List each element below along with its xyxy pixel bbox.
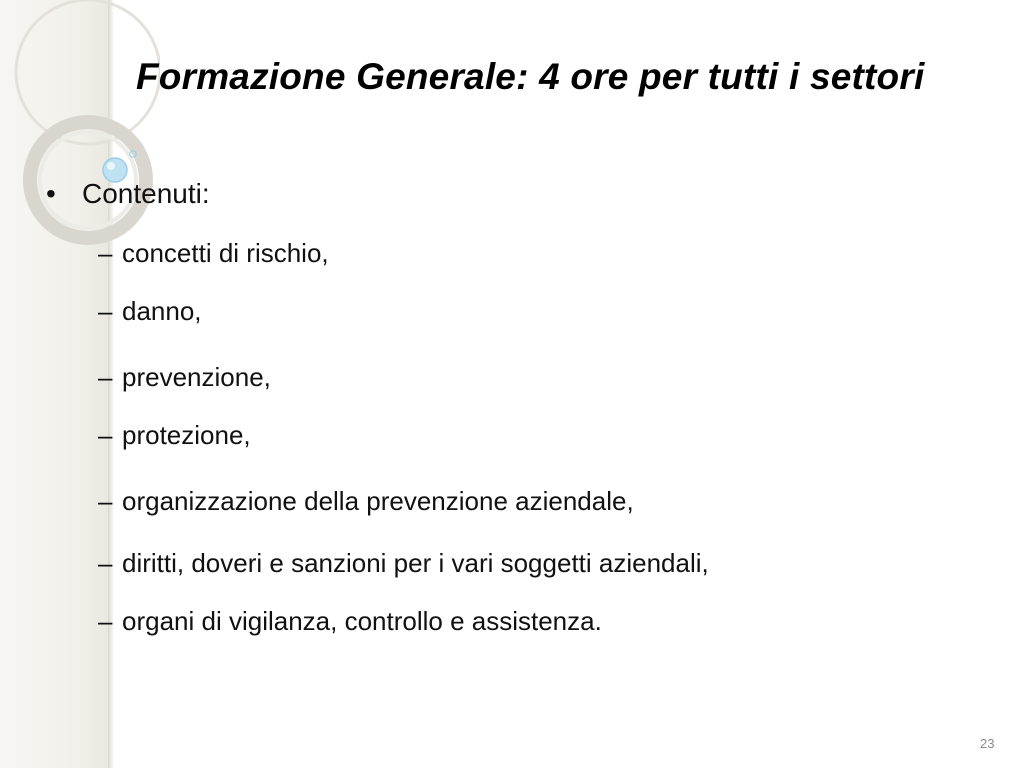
bubble-highlight-decoration	[107, 162, 115, 170]
slide-title: Formazione Generale: 4 ore per tutti i settori	[136, 56, 925, 97]
dash-marker: –	[98, 238, 113, 268]
list-item	[98, 362, 271, 393]
list-item	[98, 296, 202, 327]
list-item	[98, 420, 251, 451]
list-item	[98, 486, 634, 517]
list-item-text: protezione,	[122, 420, 251, 450]
list-item	[98, 238, 329, 269]
dash-marker: –	[98, 362, 113, 392]
page-number: 23	[980, 736, 995, 751]
bullet-marker: •	[46, 178, 56, 209]
dash-marker: –	[98, 486, 113, 516]
bullet-label: Contenuti:	[82, 178, 210, 209]
dash-marker: –	[98, 606, 113, 636]
dash-marker: –	[98, 548, 113, 578]
list-item-text: prevenzione,	[122, 362, 271, 392]
list-item	[98, 606, 602, 637]
list-item-text: concetti di rischio,	[122, 238, 329, 268]
dash-marker: –	[98, 420, 113, 450]
bullet-contenuti	[46, 178, 210, 210]
list-item-text: organi di vigilanza, controllo e assistenza.	[122, 606, 602, 636]
list-item-text: diritti, doveri e sanzioni per i vari soggetti aziendali,	[122, 548, 709, 578]
list-item-text: danno,	[122, 296, 202, 326]
list-item-text: organizzazione della prevenzione aziendale,	[122, 486, 634, 516]
circles-decoration	[0, 0, 160, 260]
list-item	[98, 548, 709, 579]
dash-marker: –	[98, 296, 113, 326]
